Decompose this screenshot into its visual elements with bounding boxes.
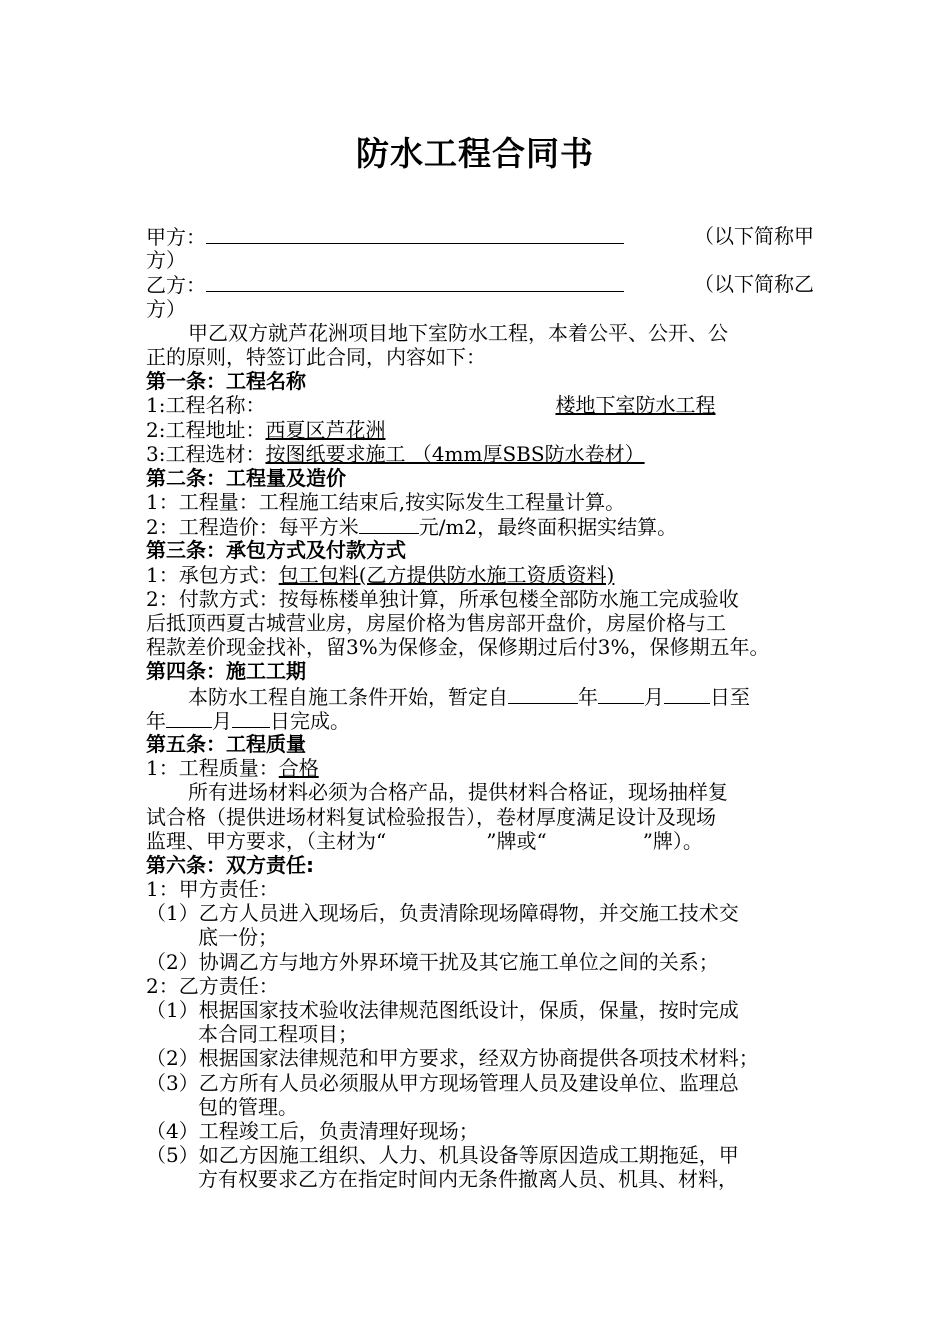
duty-item: （2）根据国家法律规范和甲方要求，经双方协商提供各项技术材料；: [146, 1046, 759, 1071]
end-day-blank[interactable]: [232, 708, 270, 728]
article-3-heading: 第三条：承包方式及付款方式: [146, 538, 406, 563]
duty-item: （3）乙方所有人员必须服从甲方现场管理人员及建设单位、监理总: [146, 1070, 739, 1095]
duty-item: （5）如乙方因施工组织、人力、机具设备等原因造成工期拖延，甲: [146, 1143, 739, 1168]
intro-line: 甲乙双方就芦花洲项目地下室防水工程，本着公平、公开、公: [188, 320, 728, 345]
party-b-suffix-cont: 方）: [146, 296, 186, 321]
start-day-blank[interactable]: [664, 684, 710, 704]
payment-line: 后抵顶西夏古城营业房，房屋价格为售房部开盘价，房屋价格与工: [146, 611, 726, 635]
price-line: 2：工程造价：每平方米 元/m2，最终面积据实结算。: [146, 515, 678, 540]
party-a-suffix-cont: 方）: [146, 248, 186, 273]
start-month-blank[interactable]: [598, 684, 644, 704]
article-2-heading: 第二条：工程量及造价: [146, 465, 346, 490]
payment-line: 程款差价现金找补，留3%为保修金，保修期过后付3%，保修期五年。: [146, 635, 770, 660]
party-b-suffix: （以下简称乙: [694, 272, 814, 297]
project-name-label: 1:工程名称：: [146, 393, 266, 418]
project-material-value: 按图纸要求施工 （4mm厚SBS防水卷材）: [265, 441, 645, 466]
project-material-label: 3:工程选材：: [146, 441, 266, 466]
article-1-heading: 第一条：工程名称: [146, 369, 306, 394]
unit-price-blank[interactable]: [359, 514, 419, 534]
party-a-duty-label: 1：甲方责任：: [146, 877, 279, 902]
project-name-line: [146, 393, 814, 417]
payment-line: 2：付款方式：按每栋楼单独计算，所承包楼全部防水施工完成验收: [146, 586, 739, 611]
duty-item-cont: 本合同工程项目；: [198, 1022, 358, 1047]
material-requirement-line: 所有进场材料必须为合格产品，提供材料合格证，现场抽样复: [188, 780, 728, 805]
duty-item: （1）根据国家技术验收法律规范图纸设计，保质，保量，按时完成: [146, 998, 739, 1022]
party-b-duty-label: 2：乙方责任：: [146, 973, 279, 998]
intro-line: 正的原则，特签订此合同，内容如下：: [146, 344, 486, 369]
project-address-value: 西夏区芦花洲: [265, 417, 386, 442]
duty-item: （1）乙方人员进入现场后，负责清除现场障碍物，并交施工技术交: [146, 901, 739, 926]
end-month-blank[interactable]: [166, 708, 212, 728]
project-address-line: [146, 418, 814, 442]
contract-mode-value: 包工包料(乙方提供防水施工资质资料): [278, 562, 615, 587]
party-b-blank[interactable]: [206, 272, 624, 292]
article-4-heading: 第四条：施工工期: [146, 659, 306, 684]
quality-line: 1：工程质量：合格: [146, 756, 319, 781]
project-address-label: 2:工程地址：: [146, 417, 266, 442]
article-6-heading: 第六条：双方责任:: [146, 852, 314, 877]
party-b-line: [146, 272, 814, 296]
article-5-heading: 第五条：工程质量: [146, 731, 306, 756]
project-name-value: 楼地下室防水工程: [555, 393, 716, 418]
party-a-blank[interactable]: [206, 224, 624, 244]
brand-line: 监理、甲方要求，（主材为“ ”牌或“ ”牌）。: [146, 828, 703, 853]
project-material-line: [146, 442, 814, 466]
start-year-blank[interactable]: [508, 684, 578, 704]
schedule-line: 本防水工程自施工条件开始，暂定自 年 月 日至: [188, 684, 750, 709]
document-title: 防水工程合同书: [356, 134, 594, 173]
contract-body: [146, 224, 814, 1192]
party-a-suffix: （以下简称甲: [694, 224, 814, 248]
duty-item: （4）工程竣工后，负责清理好现场；: [146, 1118, 479, 1143]
party-b-label: 乙方：: [146, 273, 206, 298]
quality-value: 合格: [278, 756, 319, 781]
schedule-end-line: 年 月 日完成。: [146, 708, 350, 733]
material-requirement-line: 试合格（提供进场材料复试检验报告），卷材厚度满足设计及现场: [146, 804, 716, 829]
duty-item-cont: 底一份；: [198, 925, 278, 950]
party-a-label: 甲方：: [146, 225, 206, 249]
duty-item-cont: 包的管理。: [198, 1094, 298, 1119]
duty-item-cont: 方有权要求乙方在指定时间内无条件撤离人员、机具、材料，: [198, 1167, 738, 1192]
contract-mode-line: 1：承包方式：包工包料(乙方提供防水施工资质资料): [146, 563, 814, 587]
duty-item: （2）协调乙方与地方外界环境干扰及其它施工单位之间的关系；: [146, 949, 719, 974]
party-a-line: [146, 224, 814, 248]
quantity-line: 1：工程量：工程施工结束后,按实际发生工程量计算。: [146, 490, 626, 515]
